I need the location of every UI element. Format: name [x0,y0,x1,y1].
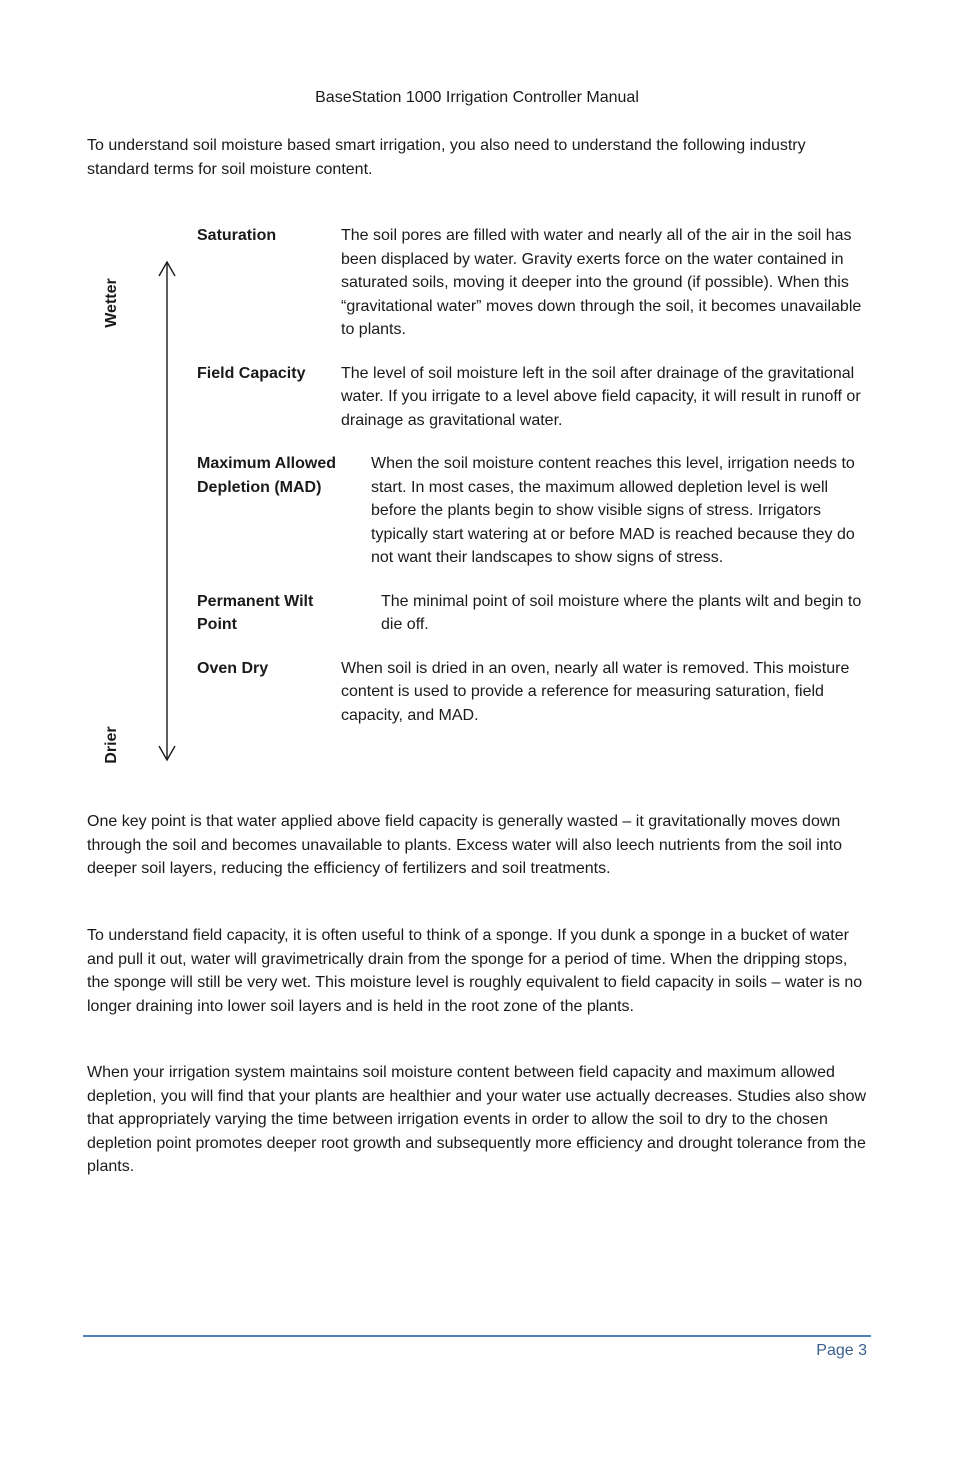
term-name: Maximum Allowed Depletion (MAD) [197,455,336,496]
body-paragraph: One key point is that water applied above field capacity is generally wasted – it gravitationally moves down through the soil and becomes unavailable to plants. Excess water will also leech nutrients from the soil into deeper soil layers, reducing the efficiency of fertilizers and soil treatments. [87,813,843,877]
wetter-label: Wetter [103,278,120,328]
term-name: Field Capacity [197,364,306,382]
intro-paragraph: To understand soil moisture based smart irrigation, you also need to understand the following industry standard terms for soil moisture content. [87,137,806,178]
term-description: The soil pores are filled with water and nearly all of the air in the soil has been displaced by water. Gravity exerts force on the water contained in saturated soils, moving it deeper into the ground (if possible). When this “gravitational water” moves down through the soil, it becomes unavailable to plants. [341,227,862,338]
term-row-saturation [197,224,867,342]
drier-label: Drier [103,726,120,764]
term-name: Permanent Wilt Point [197,592,314,633]
body-paragraph: When your irrigation system maintains soil moisture content between field capacity and maximum allowed depletion, you will find that your plants are healthier and your water use actually decreases. Studies also show that appropriately varying the time between irrigation events in order to allow the soil to dry to the chosen depletion point promotes deeper root growth and subsequently more efficiency and drought tolerance from the plants. [87,1064,867,1175]
term-name: Oven Dry [197,659,269,677]
term-description: When soil is dried in an oven, nearly all water is removed. This moisture content is used to provide a reference for measuring saturation, field capacity, and MAD. [341,659,850,724]
term-description: The minimal point of soil moisture where the plants wilt and begin to die off. [381,592,862,633]
body-paragraph: To understand field capacity, it is often useful to think of a sponge. If you dunk a sponge in a bucket of water and pull it out, water will gravimetrically drain from the sponge for a period of time. When the dripping stops, the sponge will still be very wet. This moisture level is roughly equivalent to field capacity in soils – water is no longer draining into lower soil layers and is held in the root zone of the plants. [87,927,863,1015]
term-row-permanent-wilt-point [197,590,867,637]
moisture-terms-list [197,224,867,727]
footer-rule [83,1335,871,1337]
term-description: When the soil moisture content reaches this level, irrigation needs to start. In most cases, the maximum allowed depletion level is well before the plants begin to show visible signs of stress. Irrigators typically start watering at or before MAD is reached because they do not want their landscapes to show signs of stress. [371,455,855,566]
double-arrow-icon [155,258,179,766]
term-description: The level of soil moisture left in the soil after drainage of the gravitational water. If you irrigate to a level above field capacity, it will result in runoff or drainage as gravitational water. [341,364,861,429]
term-row-mad [197,452,867,570]
term-name: Saturation [197,227,277,244]
term-row-field-capacity [197,362,867,433]
page-number: Page 3 [816,1342,867,1359]
page-header: BaseStation 1000 Irrigation Controller Manual [315,89,639,106]
term-row-oven-dry [197,657,867,728]
